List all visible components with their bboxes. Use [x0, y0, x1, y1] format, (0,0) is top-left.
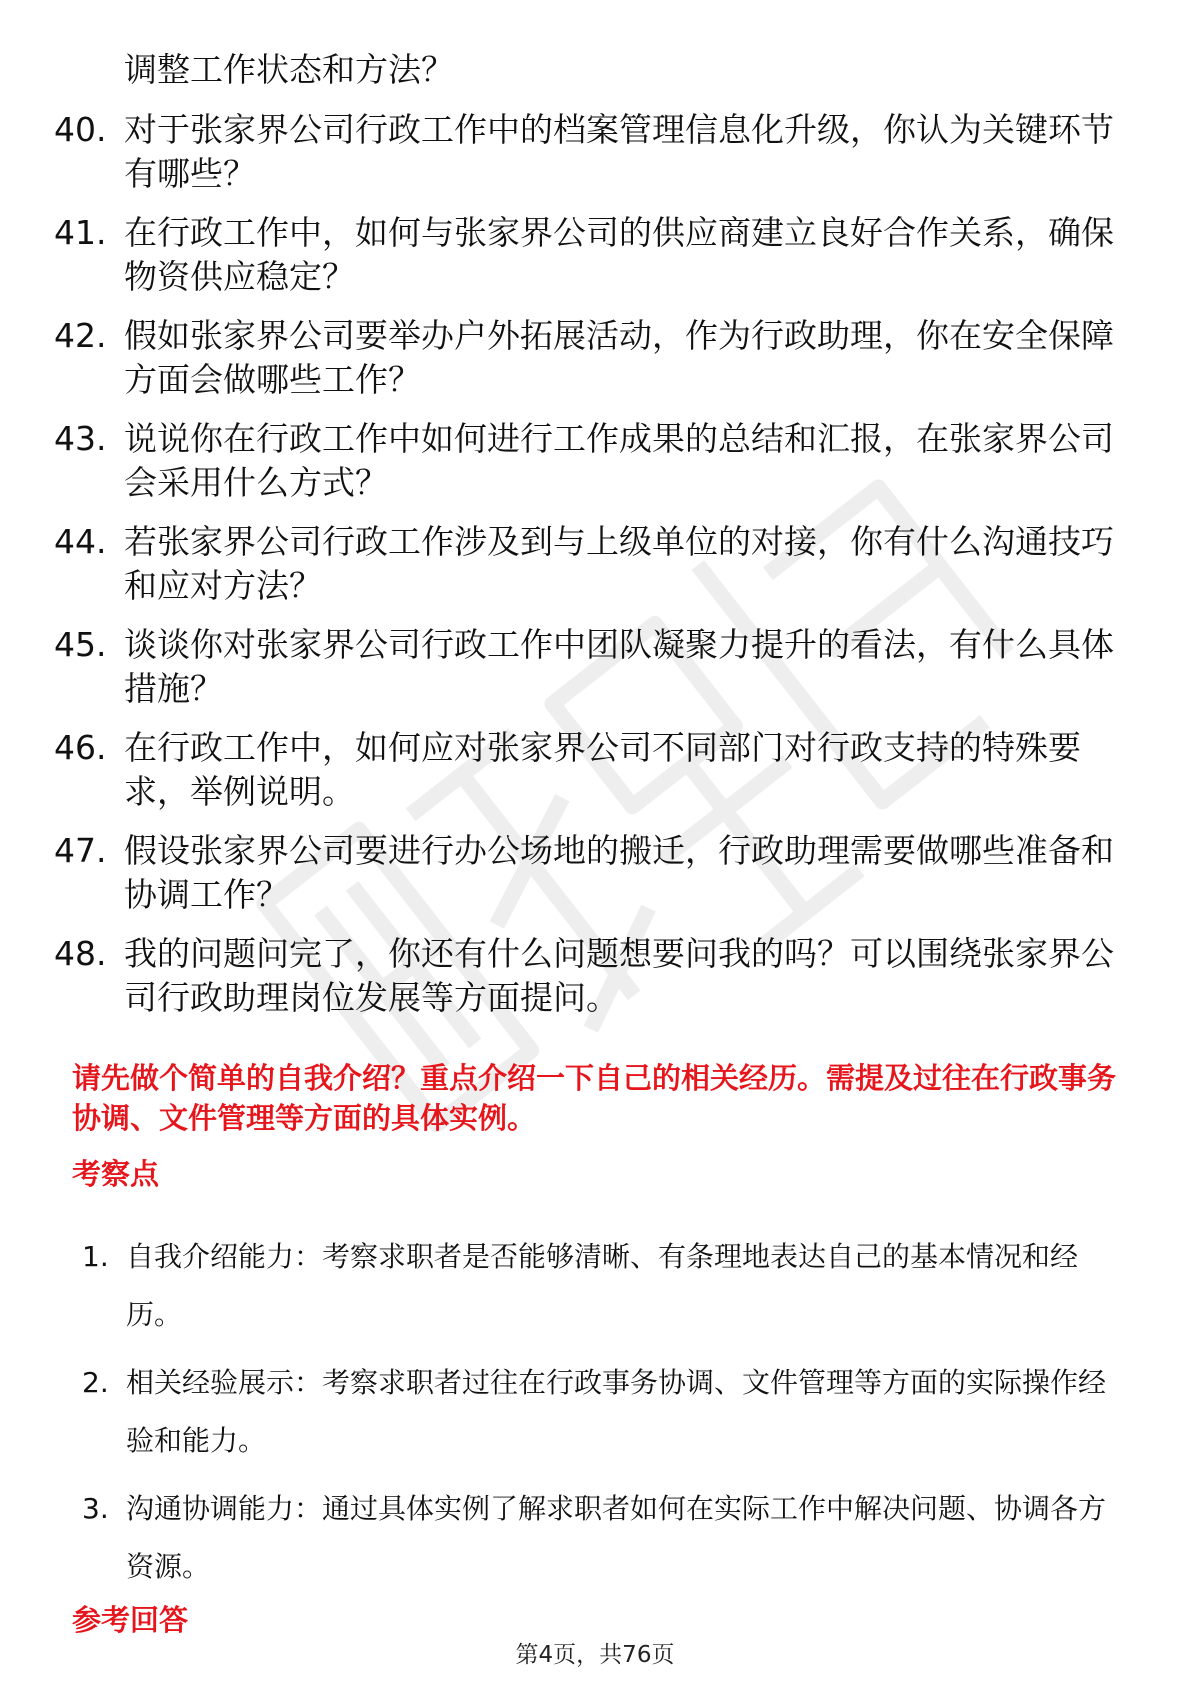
assessment-list [82, 1228, 1122, 1606]
question-number: 40. [54, 110, 107, 149]
question-text: 我的问题问完了，你还有什么问题想要问我的吗？可以围绕张家界公司行政助理岗位发展等方面提问。 [124, 934, 1114, 1017]
question-text: 在行政工作中，如何应对张家界公司不同部门对行政支持的特殊要求，举例说明。 [124, 728, 1081, 811]
question-number: 48. [54, 934, 107, 973]
question-item [54, 829, 1134, 917]
question-continuation: 调整工作状态和方法？ [124, 50, 454, 89]
page-footer: 第4页，共76页 [515, 1642, 675, 1668]
question-item [54, 211, 1134, 299]
assessment-item [82, 1354, 1122, 1470]
question-item [54, 520, 1134, 608]
question-text: 对于张家界公司行政工作中的档案管理信息化升级，你认为关键环节有哪些？ [124, 110, 1114, 193]
assessment-title: 考察点 [72, 1157, 160, 1191]
question-text: 假如张家界公司要举办户外拓展活动，作为行政助理，你在安全保障方面会做哪些工作？ [124, 316, 1114, 399]
question-list [54, 48, 1134, 1035]
assessment-number: 3. [82, 1492, 109, 1525]
question-number: 46. [54, 728, 107, 767]
question-text: 若张家界公司行政工作涉及到与上级单位的对接，你有什么沟通技巧和应对方法？ [124, 522, 1114, 605]
assessment-item [82, 1228, 1122, 1344]
question-item [54, 932, 1134, 1020]
question-number: 42. [54, 316, 107, 355]
question-item [54, 726, 1134, 814]
question-text: 说说你在行政工作中如何进行工作成果的总结和汇报，在张家界公司会采用什么方式？ [124, 419, 1114, 502]
question-number: 44. [54, 522, 107, 561]
intro-question: 请先做个简单的自我介绍？重点介绍一下自己的相关经历。需提及过往在行政事务协调、文件管理等方面的具体实例。 [72, 1061, 1117, 1135]
question-text: 在行政工作中，如何与张家界公司的供应商建立良好合作关系，确保物资供应稳定？ [124, 213, 1114, 296]
question-item [54, 108, 1134, 196]
reference-answer-title: 参考回答 [72, 1603, 189, 1637]
assessment-number: 1. [82, 1240, 109, 1273]
assessment-item [82, 1480, 1122, 1596]
assessment-text: 沟通协调能力：通过具体实例了解求职者如何在实际工作中解决问题、协调各方资源。 [126, 1492, 1107, 1583]
question-number: 45. [54, 625, 107, 664]
question-number: 47. [54, 831, 107, 870]
question-item [54, 314, 1134, 402]
question-item [54, 417, 1134, 505]
assessment-text: 自我介绍能力：考察求职者是否能够清晰、有条理地表达自己的基本情况和经历。 [126, 1240, 1079, 1331]
question-item [54, 623, 1134, 711]
assessment-text: 相关经验展示：考察求职者过往在行政事务协调、文件管理等方面的实际操作经验和能力。 [126, 1366, 1107, 1457]
question-text: 谈谈你对张家界公司行政工作中团队凝聚力提升的看法，有什么具体措施？ [124, 625, 1114, 708]
question-number: 43. [54, 419, 107, 458]
question-number: 41. [54, 213, 107, 252]
question-text: 假设张家界公司要进行办公场地的搬迁，行政助理需要做哪些准备和协调工作？ [124, 831, 1114, 914]
assessment-number: 2. [82, 1366, 109, 1399]
